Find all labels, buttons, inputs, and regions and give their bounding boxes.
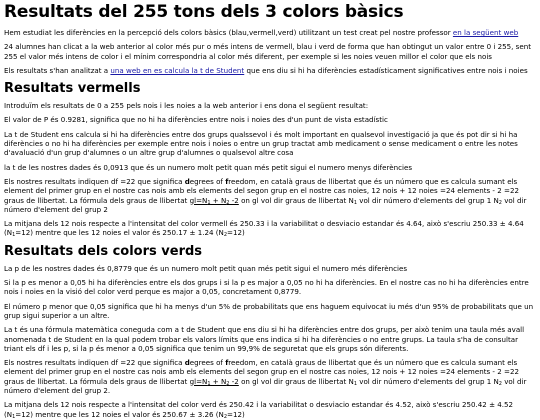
green-df-paragraph: [4, 358, 536, 395]
red-df-bold-f: f: [225, 176, 229, 186]
red-df-text-g: vol dir número d'element del grup 2: [4, 195, 527, 214]
analysis-text-start: Els resultats s'han analitzat a: [4, 65, 111, 75]
green-df-text-e: on gl vol dir graus de llibertat N: [238, 376, 354, 386]
red-formula-sub1: 1: [207, 199, 211, 206]
green-df-sub4: 2: [498, 380, 502, 387]
page-title: Resultats del 255 tons dels 3 colors bàsics: [4, 2, 404, 22]
red-mean-paragraph: [4, 219, 536, 238]
analysis-text-end: que ens diu si hi ha diferències estadísticament significatives entre nois i noies: [244, 65, 528, 75]
test-web-link[interactable]: en la següent web: [452, 28, 519, 37]
method-paragraph: 24 alumnes han clicat a la web anterior al color més pur o més intens de vermell, blau i verd de forma que han obtingut un valor entre 0 i 255, sent 255 el valor més intens de color i el mínim correspondria al color més diferent, per exemple si les noies veuen millor el color que els nois: [4, 42, 531, 61]
green-mean-paragraph: [4, 400, 536, 419]
red-df-text-e: on gl vol dir graus de llibertat N: [238, 195, 354, 205]
green-formula-c: -2: [229, 376, 239, 386]
green-probability-paragraph: El número p menor que 0,05 significa que hi ha menys d'un 5% de probabilitats que ens haguem equivocat iu més d'un 95% de probabilitats que un grup sigui superior a un altre.: [4, 301, 534, 320]
green-df-bold-d: d: [184, 358, 190, 368]
green-mean-text-a: La mitjana dels 12 nois respecte a l'intensitat del color verd és 250.42 i la variabilitat o desviacio estandar és 4.52, això s'escriu 250.42 ± 4.52 (N: [4, 400, 514, 419]
red-df-sub3: 1: [353, 199, 357, 206]
red-df-bold-d: d: [184, 176, 190, 186]
green-p-value-paragraph: La p de les nostres dades és 0,8779 que és un numero molt petit quan més petit sigui el numero més diferències: [4, 263, 408, 273]
green-formula-sub2: 2: [226, 380, 230, 387]
green-formula-a: gl=N: [189, 376, 208, 386]
green-df-text-c: egrees of: [189, 358, 226, 368]
red-mean-sub2: 2: [223, 232, 228, 239]
red-intro-paragraph: Introduïm els resultats de 0 a 255 pels nois i les noies a la web anterior i ens dona el següent resultat:: [4, 101, 369, 111]
green-student-t-paragraph: La t és una fórmula matemàtica coneguda com a t de Student que ens diu si hi ha diferències entre dos grups, per això tenim una taula més avall anomenada t de Student en la qual podem trobar els valors límits que ens indica si hi ha diferències o no entre grups. La taula s'ha de consultar triant els df i les p, si la p és menor a 0,05 significa que tenim un 99,9% de seguretat que els grups són diferents.: [4, 325, 525, 353]
red-p-value-paragraph: El valor de P és 0.9281, significa que no hi ha diferències entre nois i noies des d'un punt de vista estadístic: [4, 115, 388, 125]
red-df-sub4: 2: [498, 199, 502, 206]
green-mean-text-c: =12): [227, 409, 245, 419]
intro-text: Hem estudiat les diferències en la percepció dels colors bàsics (blau,vermell,verd) utilitzant un test creat pel nostre professor: [4, 28, 453, 37]
red-mean-text-a: La mitjana dels 12 nois respecte a l'intensitat del color vermell és 250.33 i la variabilitat o desviacio estandar és 4.64, això s'escriu 250.33 ± 4.64 (N: [4, 219, 524, 238]
red-formula-sub2: 2: [226, 199, 230, 206]
red-formula-b: + N: [210, 195, 227, 205]
red-student-t-paragraph: La t de Student ens calcula si hi ha diferències entre dos grups qualssevol i és molt important en qualsevol investigació ja que és pot dir si hi ha diferències o no hi ha diferències per exemple entre nois i noies o entre un grup tractat amb medicament o sense medicament o entre les notes d'avaluació d'un grup d'alumnes o un altre grup d'alumnes o qualsevol altre cosa: [4, 129, 518, 158]
green-df-bold-f: f: [225, 358, 229, 368]
red-mean-text-c: =12): [227, 228, 245, 238]
red-df-formula: [190, 196, 239, 205]
red-df-text-c: egrees of: [189, 176, 226, 186]
green-df-sub3: 1: [353, 380, 357, 387]
red-t-value-paragraph: la t de les nostres dades és 0,0913 que és un numero molt petit quan més petit sigui el numero menys diferències: [4, 162, 413, 172]
green-mean-text-b: =12) mentre que les 12 noies el valor és 250.67 ± 3.26 (N: [15, 409, 224, 419]
red-mean-text-b: =12) mentre que les 12 noies el valor és 250.17 ± 1.24 (N: [15, 228, 224, 238]
green-mean-sub2: 2: [223, 413, 228, 420]
red-df-paragraph: [4, 177, 536, 214]
analysis-paragraph: [4, 66, 536, 75]
green-df-text-g: vol dir número d'element del grup 2.: [4, 376, 527, 396]
green-df-text-a: Els nostres resultats indiquen df =22 que significa: [4, 358, 185, 368]
green-mean-sub1: 1: [12, 413, 16, 420]
red-mean-sub1: 1: [12, 232, 16, 239]
green-formula-b: + N: [210, 376, 227, 386]
green-formula-sub1: 1: [207, 380, 211, 387]
green-results-heading: Resultats dels colors verds: [4, 243, 203, 259]
green-df-formula: [190, 377, 239, 386]
red-formula-c: -2: [229, 195, 239, 205]
red-df-text-d: reedom, en català graus de llibertat que és un número que es calcula sumant els element del primer grup en el nostre cas nois amb els elements del segon grup en el nostre cas noies, 12 nois + 12 noies =24 elements - 2 =22 graus de llibertat. La fórmula dels graus de llibertat: [4, 176, 519, 205]
intro-paragraph: [4, 28, 536, 37]
red-formula-a: gl=N: [189, 195, 208, 205]
red-results-heading: Resultats vermells: [4, 81, 141, 97]
red-df-text-a: Els nostres resultats indiquen df =22 que significa: [4, 176, 185, 186]
green-threshold-paragraph: Si la p es menor a 0,05 hi ha diferències entre els dos grups i si la p es major a 0,05 no hi ha diferències. En el nostre cas no hi ha diferències entre nois i noies en la visió del color verd perque es major a 0,05, concretament 0,8779.: [4, 278, 529, 297]
red-df-text-f: vol dir número d'elements del grup 1 N: [357, 195, 499, 205]
student-t-web-link[interactable]: una web en es calcula la t de Student: [110, 65, 245, 75]
green-df-text-f: vol dir número d'elements del grup 1 N: [357, 376, 499, 386]
green-df-text-d: reedom, en català graus de llibertat que és un número que es calcula sumant els element del primer grup en el nostre cas nois amb els elements del segon grup en el nostre cas noies, 12 nois + 12 noies =24 elements - 2 =22 graus de llibertat. La fórmula dels graus de llibertat: [4, 358, 519, 386]
